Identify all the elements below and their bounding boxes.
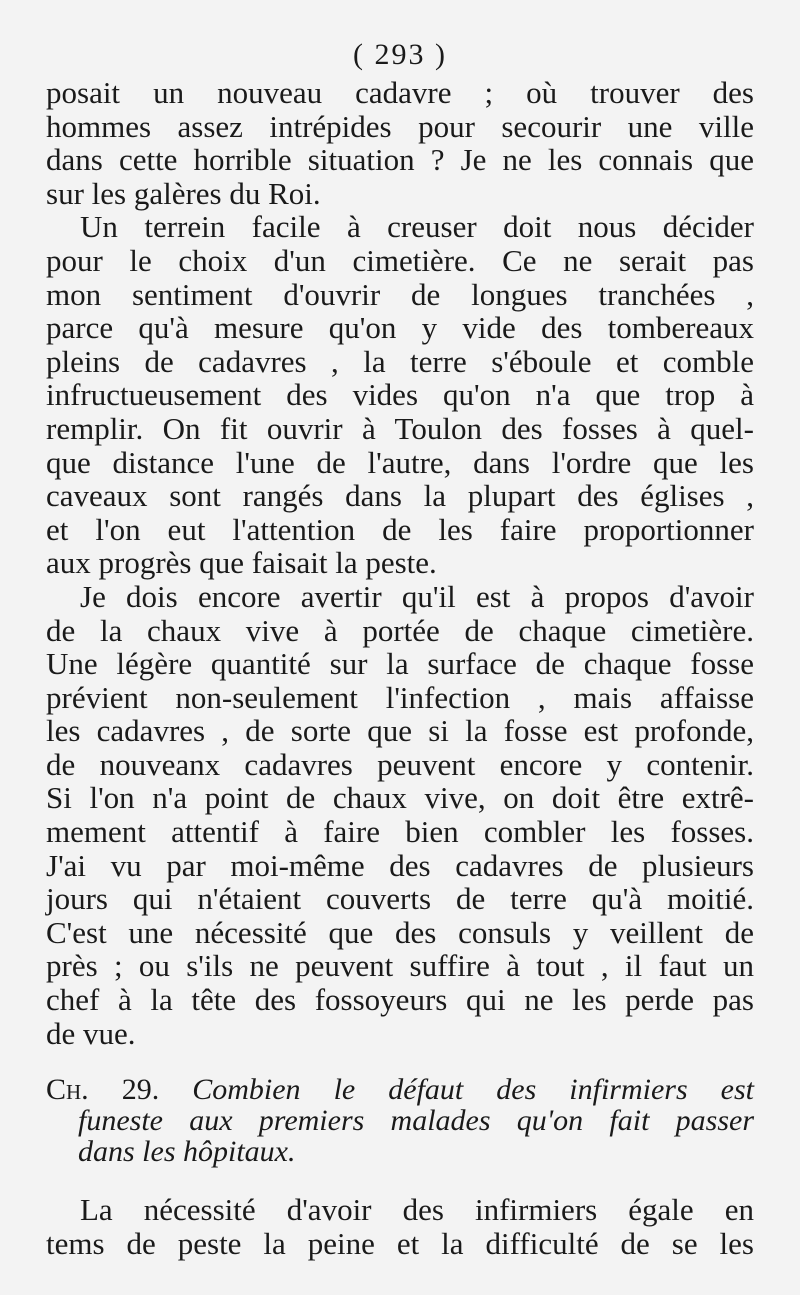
text-line: près ; ou s'ils ne peuvent suffire à tout , il faut un [46, 948, 754, 984]
text-line: mement attentif à faire bien combler les fosses. [46, 814, 754, 850]
text-line: Un terrein facile à creuser doit nous décider [80, 209, 754, 245]
text-line: Une légère quantité sur la surface de chaque fosse [46, 646, 754, 682]
chapter-title-line [46, 1074, 754, 1105]
text-line: sur les galères du Roi. [46, 175, 321, 211]
text-line: remplir. On fit ouvrir à Toulon des fosses à quel- [46, 410, 754, 446]
section-gap [46, 1050, 754, 1074]
text-line: parce qu'à mesure qu'on y vide des tombereaux [46, 310, 754, 346]
chapter-title-line: dans les hôpitaux. [78, 1135, 296, 1169]
text-line: Je dois encore avertir qu'il est à propos d'avoir [80, 578, 754, 614]
text-line: jours qui n'étaient couverts de terre qu'à moitié. [46, 881, 754, 917]
text-line: La nécessité d'avoir des infirmiers égale en [80, 1192, 754, 1228]
text-line: caveaux sont rangés dans la plupart des églises , [46, 478, 754, 514]
text-line: et l'on eut l'attention de les faire proportionner [46, 511, 754, 547]
text-line: C'est une nécessité que des consuls y veillent de [46, 914, 754, 950]
text-line: mon sentiment d'ouvrir de longues tranchées , [46, 276, 754, 312]
text-line: prévient non-seulement l'infection , mais affaisse [46, 679, 754, 715]
chapter-title-line: funeste aux premiers malades qu'on fait passer [78, 1104, 754, 1138]
paragraph-4 [46, 1193, 754, 1260]
text-line: pour le choix d'un cimetière. Ce ne serait pas [46, 242, 754, 278]
paragraph-1 [46, 76, 754, 210]
text-line: de nouveanx cadavres peuvent encore y contenir. [46, 746, 754, 782]
chapter-title-text: Combien le défaut des infirmiers est [192, 1073, 754, 1107]
text-line: hommes assez intrépides pour secourir une ville [46, 108, 754, 144]
text-line: chef à la tête des fossoyeurs qui ne les perde pas [46, 982, 754, 1018]
text-line: Si l'on n'a point de chaux vive, on doit être extrê- [46, 780, 754, 816]
text-line: de la chaux vive à portée de chaque cimetière. [46, 612, 754, 648]
text-line: tems de peste la peine et la difficulté de se les [46, 1225, 754, 1261]
text-line: infructueusement des vides qu'on n'a que trop à [46, 377, 754, 413]
chapter-heading [46, 1074, 754, 1167]
text-line: posait un nouveau cadavre ; où trouver des [46, 75, 754, 110]
paragraph-3 [46, 580, 754, 1050]
text-line: pleins de cadavres , la terre s'éboule et comble [46, 343, 754, 379]
paragraph-2 [46, 210, 754, 580]
page-number: ( 293 ) [353, 38, 447, 71]
text-line: les cadavres , de sorte que si la fosse est profonde, [46, 713, 754, 749]
text-line: J'ai vu par moi-même des cadavres de plusieurs [46, 847, 754, 883]
text-line: dans cette horrible situation ? Je ne les connais que [46, 142, 754, 178]
chapter-label: Ch. 29. [46, 1073, 160, 1107]
text-line: de vue. [46, 1015, 136, 1051]
section-gap [46, 1167, 754, 1193]
text-line: que distance l'une de l'autre, dans l'ordre que les [46, 444, 754, 480]
page-body [46, 76, 754, 1260]
text-line: aux progrès que faisait la peste. [46, 545, 437, 581]
